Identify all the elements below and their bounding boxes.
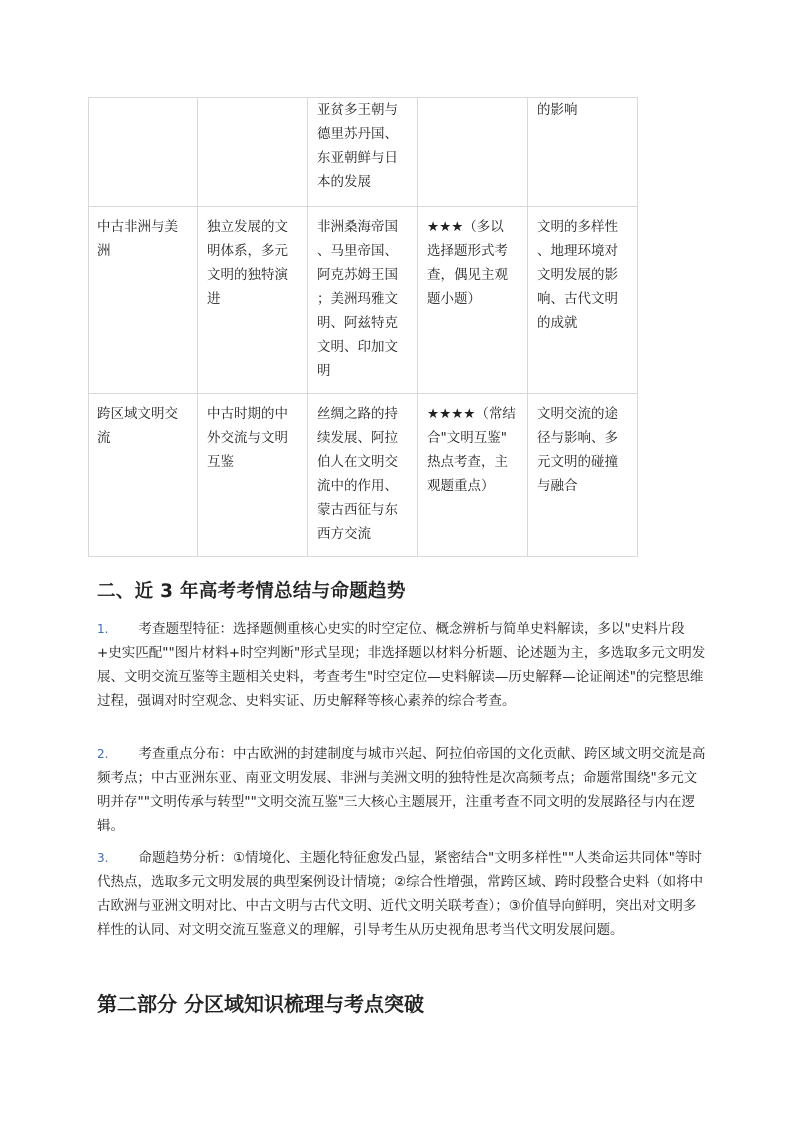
part-heading: 第二部分 分区域知识梳理与考点突破	[97, 992, 424, 1016]
section-heading: 二、近 3 年高考考情总结与命题趋势	[97, 581, 406, 602]
list-number: 1.	[97, 622, 109, 636]
table-cell: 非洲桑海帝国 、马里帝国、 阿克苏姆王国 ；美洲玛雅文 明、阿兹特克 文明、印加文 明	[308, 207, 418, 394]
table-row	[89, 207, 638, 394]
table-cell: 亚贫多王朝与 德里苏丹国、 东亚朝鲜与日 本的发展	[308, 98, 418, 207]
table-cell: 的影响	[528, 98, 638, 207]
list-item	[97, 617, 707, 713]
list-number: 3.	[97, 851, 109, 865]
list-number: 2.	[97, 747, 109, 761]
table-cell: 中古时期的中 外交流与文明 互鉴	[198, 394, 308, 557]
topic-table	[88, 97, 638, 557]
list-item-text: 考查题型特征：选择题侧重核心史实的时空定位、概念辨析与简单史料解读，多以"史料片段+史实匹配""图片材料+时空判断"形式呈现；非选择题以材料分析题、论述题为主，多选取多元文明发展、文明交流互鉴等主题相关史料，考查考生"时空定位—史料解读—历史解释—论证阐述"的完整思维过程，强调对时空观念、史料实证、历史解释等核心素养的综合考查。	[97, 621, 706, 709]
list-item-text: 命题趋势分析：①情境化、主题化特征愈发凸显，紧密结合"文明多样性""人类命运共同体"等时代热点，选取多元文明发展的典型案例设计情境；②综合性增强，常跨区域、跨时段整合史料（如将中古欧洲与亚洲文明对比、中古文明与古代文明、近代文明关联考查）；③价值导向鲜明，突出对文明多样性的认同、对文明交流互鉴意义的理解，引导考生从历史视角思考当代文明发展问题。	[97, 850, 704, 938]
table-cell: 独立发展的文 明体系，多元 文明的独特演 进	[198, 207, 308, 394]
list-item	[97, 742, 707, 838]
table-row	[89, 394, 638, 557]
table-cell: ★★★（多以 选择题形式考 查，偶见主观 题小题）	[418, 207, 528, 394]
table-cell: ★★★★（常结 合"文明互鉴" 热点考查，主 观题重点）	[418, 394, 528, 557]
table-cell	[418, 98, 528, 207]
list-item	[97, 846, 707, 942]
list-item-text: 考查重点分布：中古欧洲的封建制度与城市兴起、阿拉伯帝国的文化贡献、跨区域文明交流是高频考点；中古亚洲东亚、南亚文明发展、非洲与美洲文明的独特性是次高频考点；命题常围绕"多元文明并存""文明传承与转型""文明交流互鉴"三大核心主题展开，注重考查不同文明的发展路径与内在逻辑。	[97, 746, 706, 834]
table-cell	[198, 98, 308, 207]
table-cell	[89, 98, 198, 207]
table-cell: 文明的多样性 、地理环境对 文明发展的影 响、古代文明 的成就	[528, 207, 638, 394]
table-cell: 丝绸之路的持 续发展、阿拉 伯人在文明交 流中的作用、 蒙古西征与东 西方交流	[308, 394, 418, 557]
table-cell: 文明交流的途 径与影响、多 元文明的碰撞 与融合	[528, 394, 638, 557]
table-cell: 中古非洲与美 洲	[89, 207, 198, 394]
table-row	[89, 98, 638, 207]
table-cell: 跨区域文明交 流	[89, 394, 198, 557]
